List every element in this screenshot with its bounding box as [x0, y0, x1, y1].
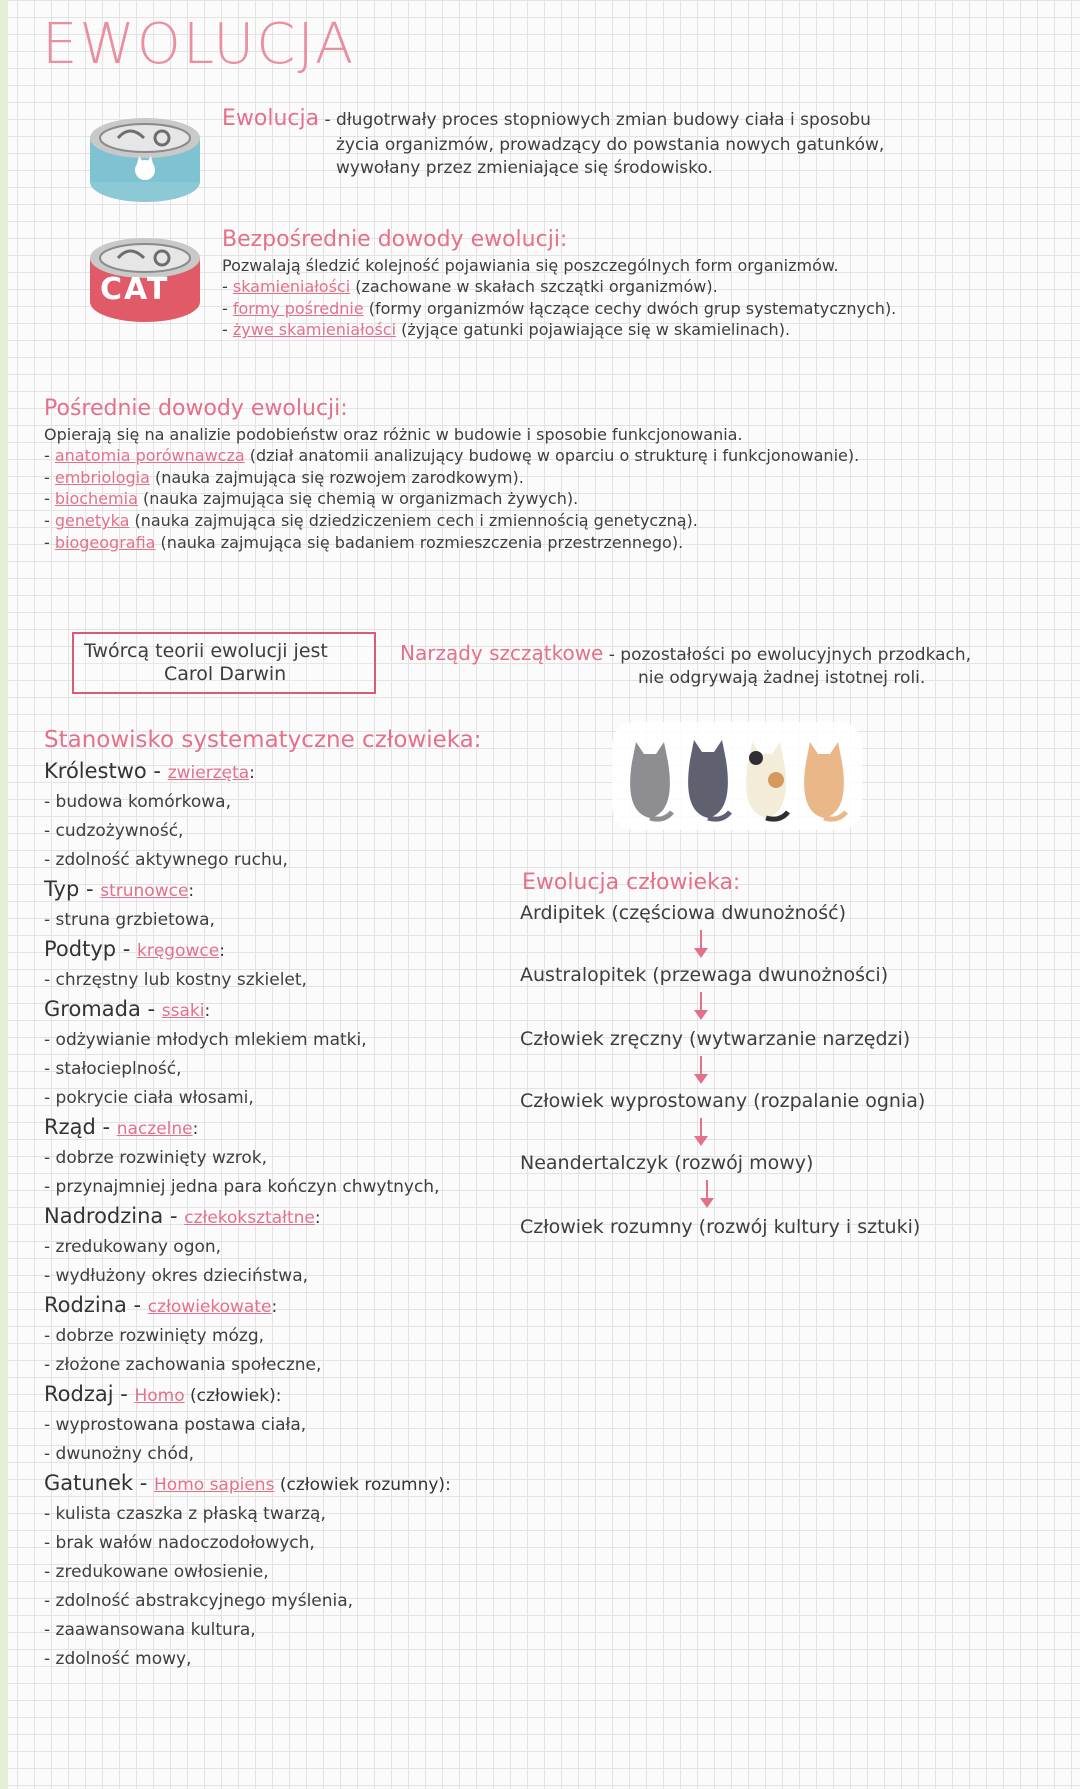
evolution-step: Człowiek wyprostowany (rozpalanie ognia): [520, 1090, 926, 1112]
rank-tail: :: [219, 941, 225, 961]
list-item: - biogeografia (nauka zajmująca się badaniem rozmieszczenia przestrzennego).: [44, 532, 684, 552]
direct-evidence-heading: Bezpośrednie dowody ewolucji:: [222, 227, 568, 252]
list-item: - skamieniałości (zachowane w skałach szczątki organizmów).: [222, 277, 718, 297]
definition-line: - długotrwały proces stopniowych zmian budowy ciała i sposobu: [324, 110, 871, 130]
rank-value: strunowce: [100, 881, 189, 901]
rank-label: Nadrodzina -: [44, 1204, 185, 1228]
taxonomy-rank: [44, 1469, 524, 1500]
systematics-heading: Stanowisko systematyczne człowieka:: [44, 727, 482, 753]
rank-value: człowiekowate: [147, 1297, 272, 1317]
rank-tail: :: [192, 1119, 199, 1139]
darwin-box-line: Twórcą teorii ewolucji jest: [84, 640, 328, 662]
direct-evidence-intro: Pozwalają śledzić kolejność pojawiania się poszczególnych form organizmów.: [222, 255, 839, 275]
systematics-list: [44, 757, 524, 1674]
definition-line: wywołany przez zmieniające się środowisko.: [336, 157, 713, 178]
darwin-box: [72, 632, 376, 694]
down-arrow-icon: [700, 992, 702, 1012]
list-item: - kulista czaszka z płaską twarzą,: [44, 1504, 326, 1524]
list-item: - struna grzbietowa,: [44, 910, 215, 930]
list-item: - genetyka (nauka zajmująca się dziedziczeniem cech i zmiennością genetyczną).: [44, 511, 698, 531]
list-item: - wyprostowana postawa ciała,: [44, 1415, 307, 1435]
rank-tail: :: [249, 763, 255, 783]
taxonomy-rank: [44, 1380, 524, 1411]
indirect-evidence-intro: Opierają się na analizie podobieństw oraz różnic w budowie i sposobie funkcjonowania.: [44, 424, 743, 444]
rank-label: Gatunek -: [44, 1471, 155, 1495]
definition-line: życia organizmów, prowadzący do powstania nowych gatunków,: [336, 134, 885, 155]
list-item: - embriologia (nauka zajmująca się rozwojem zarodkowym).: [44, 467, 524, 487]
rank-value: kręgowce: [137, 941, 220, 961]
list-item: - przynajmniej jedna para kończyn chwytnych,: [44, 1177, 440, 1197]
list-item: - złożone zachowania społeczne,: [44, 1355, 322, 1375]
page-title: EWOLUCJA: [42, 12, 356, 77]
rank-value: człekokształtne: [184, 1208, 315, 1228]
rank-tail: (człowiek):: [184, 1386, 282, 1406]
evolution-step: Australopitek (przewaga dwunożności): [520, 964, 889, 986]
rank-tail: :: [271, 1297, 278, 1317]
list-item: - stałocieplność,: [44, 1059, 182, 1079]
down-arrow-icon: [700, 930, 702, 950]
evolution-step: Człowiek rozumny (rozwój kultury i sztuki): [520, 1216, 921, 1238]
list-item: - pokrycie ciała włosami,: [44, 1088, 254, 1108]
rank-tail: :: [314, 1208, 321, 1228]
definition-term: Ewolucja: [222, 106, 320, 131]
down-arrow-icon: [706, 1180, 708, 1200]
taxonomy-rank: [44, 757, 524, 788]
rank-label: Typ -: [44, 877, 101, 901]
list-item: - zaawansowana kultura,: [44, 1620, 256, 1640]
rank-tail: :: [204, 1001, 211, 1021]
list-item: - chrzęstny lub kostny szkielet,: [44, 970, 307, 990]
rank-label: Rząd -: [44, 1115, 117, 1139]
definition-block: [222, 104, 1012, 180]
list-item: - zdolność abstrakcyjnego myślenia,: [44, 1591, 354, 1611]
down-arrow-icon: [700, 1056, 702, 1076]
systematics-section: [44, 727, 524, 1674]
human-evolution-heading: Ewolucja człowieka:: [522, 870, 741, 895]
list-item: - zdolność mowy,: [44, 1649, 192, 1669]
evolution-step: Neandertalczyk (rozwój mowy): [520, 1152, 814, 1174]
rank-label: Rodzaj -: [44, 1382, 135, 1406]
taxonomy-rank: [44, 1202, 524, 1233]
list-item: - zredukowane owłosienie,: [44, 1562, 269, 1582]
evolution-step: Człowiek zręczny (wytwarzanie narzędzi): [520, 1028, 911, 1050]
rank-label: Królestwo -: [44, 759, 168, 783]
list-item: - żywe skamieniałości (żyjące gatunki pojawiające się w skamielinach).: [222, 320, 791, 340]
list-item: - dobrze rozwinięty mózg,: [44, 1326, 265, 1346]
taxonomy-rank: [44, 1291, 524, 1322]
vestigial-line: - pozostałości po ewolucyjnych przodkach,: [608, 645, 972, 665]
list-item: - wydłużony okres dzieciństwa,: [44, 1266, 309, 1286]
list-item: - brak wałów nadoczodołowych,: [44, 1533, 315, 1553]
rank-value: Homo: [134, 1386, 185, 1406]
rank-tail: :: [188, 881, 195, 901]
four-cats-illustration-icon: [612, 722, 862, 830]
vestigial-line: nie odgrywają żadnej istotnej roli.: [638, 668, 926, 688]
list-item: - biochemia (nauka zajmująca się chemią w organizmach żywych).: [44, 489, 579, 509]
rank-value: Homo sapiens: [154, 1475, 275, 1495]
evolution-step: Ardipitek (częściowa dwunożność): [520, 902, 847, 924]
list-item: - anatomia porównawcza (dział anatomii analizujący budowę w oparciu o strukturę i funkcjonowanie).: [44, 446, 860, 466]
rank-value: ssaki: [161, 1001, 205, 1021]
taxonomy-rank: [44, 875, 524, 906]
taxonomy-rank: [44, 995, 524, 1026]
indirect-evidence-section: [44, 394, 1044, 553]
indirect-evidence-heading: Pośrednie dowody ewolucji:: [44, 396, 348, 421]
rank-value: zwierzęta: [167, 763, 250, 783]
taxonomy-rank: [44, 935, 524, 966]
vestigial-organs-block: [400, 640, 1040, 690]
list-item: - zredukowany ogon,: [44, 1237, 222, 1257]
rank-tail: (człowiek rozumny):: [274, 1475, 451, 1495]
list-item: - zdolność aktywnego ruchu,: [44, 850, 288, 870]
list-item: - cudzożywność,: [44, 821, 184, 841]
down-arrow-icon: [700, 1118, 702, 1138]
taxonomy-rank: [44, 1113, 524, 1144]
rank-label: Gromada -: [44, 997, 162, 1021]
rank-value: naczelne: [116, 1119, 193, 1139]
list-item: - formy pośrednie (formy organizmów łączące cechy dwóch grup systematycznych).: [222, 298, 897, 318]
list-item: - odżywianie młodych mlekiem matki,: [44, 1030, 367, 1050]
paper-edge: [0, 0, 8, 1789]
rank-label: Rodzina -: [44, 1293, 148, 1317]
can-label: CAT: [100, 272, 170, 307]
rank-label: Podtyp -: [44, 937, 138, 961]
direct-evidence-section: [222, 225, 1022, 341]
vestigial-term: Narządy szczątkowe: [400, 641, 604, 665]
darwin-box-line: Carol Darwin: [164, 662, 287, 685]
list-item: - dwunożny chód,: [44, 1444, 195, 1464]
cat-food-can-blue-icon: [80, 110, 210, 205]
list-item: - budowa komórkowa,: [44, 792, 231, 812]
list-item: - dobrze rozwinięty wzrok,: [44, 1148, 268, 1168]
